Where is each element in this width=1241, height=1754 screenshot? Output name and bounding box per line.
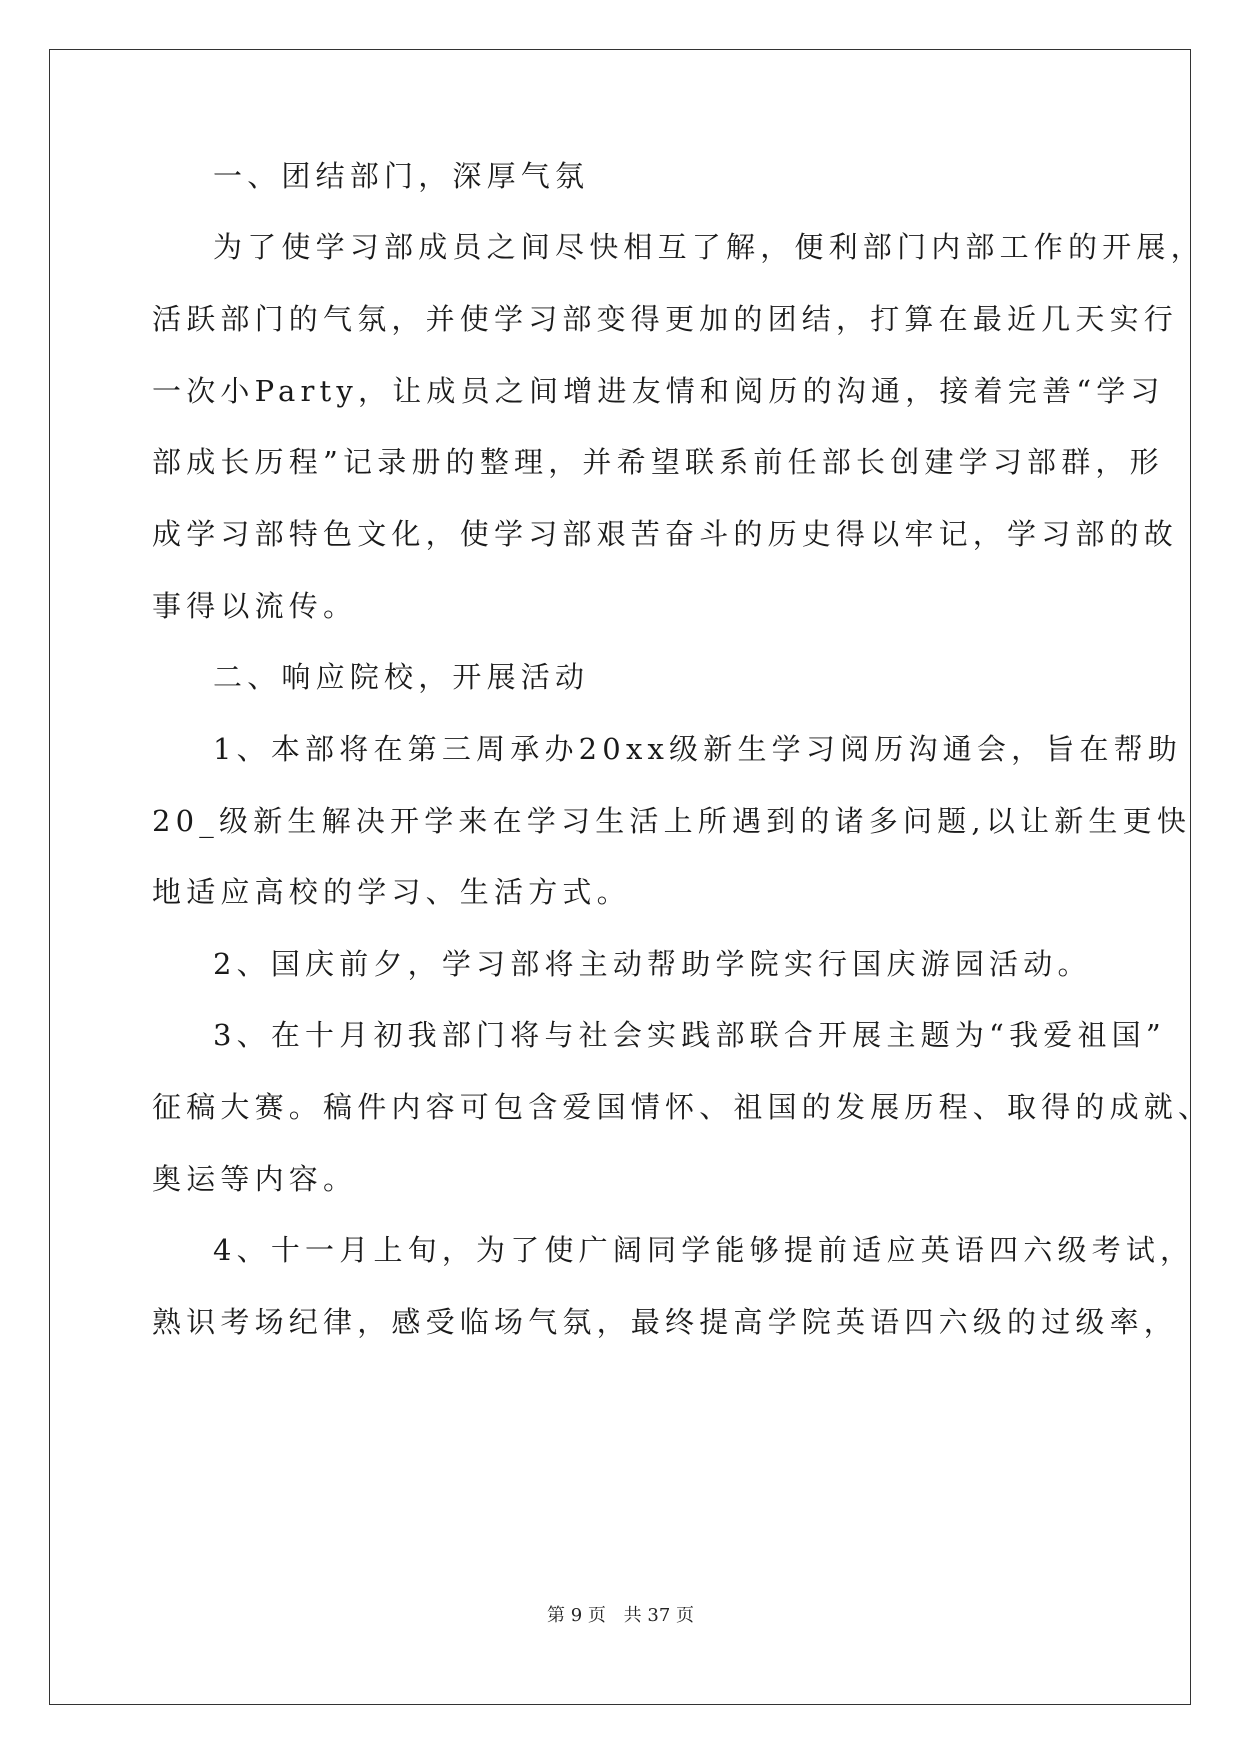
paragraph-line: 20_级新生解决开学来在学习生活上所遇到的诸多问题,以让新生更快 [152,804,1192,838]
paragraph-line: 部成长历程”记录册的整理，并希望联系前任部长创建学习部群，形 [152,445,1164,479]
paragraph-line: 3、在十月初我部门将与社会实践部联合开展主题为“我爱祖国” [213,1018,1166,1052]
section-heading-1: 一、团结部门，深厚气氛 [213,159,590,193]
paragraph-line: 2、国庆前夕，学习部将主动帮助学院实行国庆游园活动。 [213,947,1092,981]
paragraph-line: 征稿大赛。稿件内容可包含爱国情怀、祖国的发展历程、取得的成就、 [152,1090,1213,1124]
page-number: 第 9 页 [547,1605,606,1626]
paragraph-line: 活跃部门的气氛，并使学习部变得更加的团结，打算在最近几天实行 [152,302,1179,336]
page-footer [0,1604,1241,1628]
paragraph-line: 成学习部特色文化，使学习部艰苦奋斗的历史得以牢记，学习部的故 [152,517,1179,551]
paragraph-line: 奥运等内容。 [152,1162,358,1196]
section-heading-2: 二、响应院校，开展活动 [213,660,590,694]
paragraph-line: 熟识考场纪律，感受临场气氛，最终提高学院英语四六级的过级率， [152,1305,1179,1339]
paragraph-line: 为了使学习部成员之间尽快相互了解，便利部门内部工作的开展， [213,230,1205,264]
paragraph-line: 1、本部将在第三周承办20xx级新生学习阅历沟通会，旨在帮助 [213,732,1183,766]
paragraph-line: 一次小Party，让成员之间增进友情和阅历的沟通，接着完善“学习 [152,374,1165,408]
page-total: 共 37 页 [623,1605,694,1626]
paragraph-line: 地适应高校的学习、生活方式。 [152,875,631,909]
paragraph-line: 4、十一月上旬，为了使广阔同学能够提前适应英语四六级考试， [213,1233,1195,1267]
paragraph-line: 事得以流传。 [152,589,358,623]
